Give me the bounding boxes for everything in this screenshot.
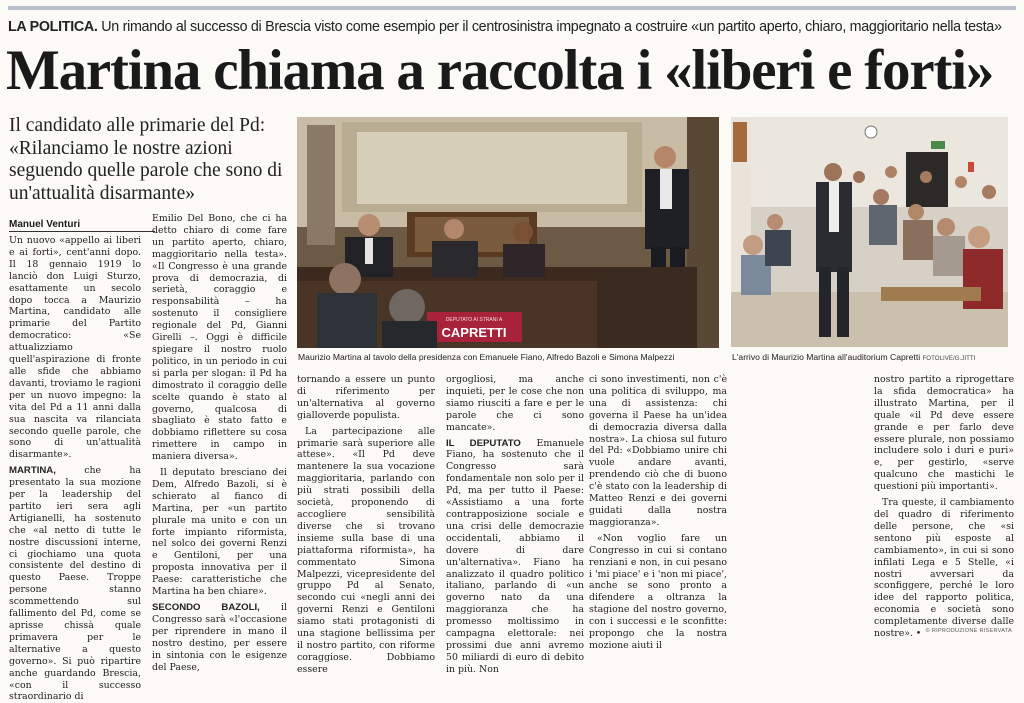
top-rule: [8, 6, 1016, 10]
kicker-text: Un rimando al successo di Brescia visto come esempio per il centrosinistra impegnato a costruire «un partito aperto, chiaro, maggioritario nella testa»: [97, 19, 1002, 35]
paragraph: nostro partito a riprogettare la sfida democratica» ha illustrato Martina, per il quale «il Pd deve essere grande e per farlo deve essere plurale, non possiamo includere solo i duri e puri» e, per gestirlo, «serve qualcuno che mastichi le questioni più importanti».: [874, 374, 1014, 493]
paragraph: [874, 497, 1014, 641]
banner-small-text: DEPUTATO AI STRANI A: [445, 317, 503, 323]
paragraph: orgogliosi, ma anche inquieti, per le cose che non siamo riusciti a fare e per le parole che ci sono mancate».: [446, 374, 584, 433]
paragraph: Emilio Del Bono, che ci ha detto chiaro di come fare un partito aperto, chiaro, maggioritario nella testa». «Il Congresso è una grande prova di democrazia, di serietà, coraggio e responsabilità – ha sostenuto il consigliere regionale del Pd, Gianni Girelli –. Oggi è difficile spiegare il nostro ruolo politico, in un periodo in cui si parla per slogan: il Pd ha dimostrato il coraggio delle scelte quando è stato al governo, qualcosa di sbagliato è stato fatto e dobbiamo riflettere su cosa rimettere in campo in maniera diversa».: [152, 213, 287, 463]
paragraph-text: Emanuele Fiano, ha sostenuto che il Congresso sarà fondamentale non solo per il Pd, ma per tutto il Paese: «Assistiamo a una forte contrapposizione sociale e una crisi delle democrazie occidentali, abbiamo il dovere di dare un'alternativa». Fiano ha analizzato il quadro politico italiano, parlando di «un governo nato da una maggioranza che ha promesso moltissimo in campagna elettorale: nei prossimi due anni avremo 50 miliardi di euro di debito in più. Non: [446, 437, 584, 675]
copyright-note: © RIPRODUZIONE RISERVATA: [925, 628, 1012, 634]
paragraph: Il deputato bresciano dei Dem, Alfredo Bazoli, si è schierato al fianco di Martina, per «un partito plurale ma unito e con un forte impianto riformista, nel solco dei governi Renzi e Gentiloni, per una proposta innovativa per il Paese: caratteristiche che Martina ha ben chiare».: [152, 467, 287, 598]
headline: Martina chiama a raccolta i «liberi e forti»: [6, 39, 994, 102]
paragraph: Un nuovo «appello ai liberi e ai forti», cent'anni dopo. Il 18 gennaio 1919 lo lanciò don Luigi Sturzo, esattamente un secolo dopo tocca a Maurizio Martina, candidato alle primarie del Partito democratico: «Se attualizziamo quell'aspirazione di fronte alle sfide che abbiamo davanti, troviamo le ragioni per un nuovo impegno: la vita del Pd a 11 anni dalla sua nascita va rilanciata secondo quelle parole, che sono di un'attualità disarmante».: [9, 235, 141, 461]
banner-title-text: CAPRETTI: [441, 325, 507, 340]
photo-caption-right: [732, 352, 975, 362]
article-column-5: [589, 374, 727, 651]
paragraph-text: il Congresso sarà «l'occasione per riprendere in mano il nostro destino, per essere in sintonia con le esigenze del Paese,: [152, 602, 287, 673]
subhead: Il candidato alle primarie del Pd: «Rilanciamo le nostre azioni seguendo quelle parole che sono di un'attualità disarmante»: [9, 115, 283, 204]
article-column-1: [9, 235, 141, 703]
photo-credit: FOTOLIVE/G.JITTI: [922, 355, 976, 362]
paragraph: [9, 465, 141, 703]
article-column-4: [446, 374, 584, 675]
article-column-2: [152, 213, 287, 673]
photo-auditorium-arrival: [731, 117, 1008, 347]
paragraph: «Non voglio fare un Congresso in cui si contano renziani e non, in cui pesano i 'mi piace' e i 'non mi piace', anche se sono pronto a difendere a oltranza la stagione del nostro governo, con i successi e le sconfitte: propongo che la nostra mozione aiuti il: [589, 532, 727, 651]
paragraph-lead-caps: IL DEPUTATO: [446, 437, 521, 449]
paragraph: [446, 438, 584, 676]
paragraph: La partecipazione alle primarie sarà superiore alle attese». «Il Pd deve mantenere la sua vocazione maggioritaria, parlando con più strati possibili della società, proponendo di accogliere sensibilità diverse che si trovano insieme sulla base di una piattaforma riformista», ha commentato Simona Malpezzi, vicepresidente del gruppo Pd al Senato, secondo cui «negli anni dei governi Renzi e Gentiloni siamo stati protagonisti di una stagione bellissima per il nostro partito, con riforme coraggiose. Dobbiamo essere: [297, 425, 435, 675]
paragraph: ci sono investimenti, non c'è una politica di sviluppo, ma una di assistenza: chi governa il Paese ha un'idea di democrazia diversa dalla nostra». La chiosa sul futuro del Pd: «Dobbiamo unire chi vuole andare avanti, prendendo ciò che di buono c'è stato con la leadership di Matteo Renzi e dei governi guidati dalla nostra maggioranza».: [589, 374, 727, 528]
author-byline: Manuel Venturi: [9, 219, 155, 232]
paragraph-text: Tra queste, il cambiamento del quadro di riferimento delle persone, che «si sentono più esposte al cambiamento», in cui si sono infilati Lega e 5 Stelle, «i nostri avversari da sconfiggere, perché le loro idee del rapporto politica, economia e società sono completamente diverse dalle nostre».: [874, 497, 1014, 640]
photo-caption-left: Maurizio Martina al tavolo della presidenza con Emanuele Fiano, Alfredo Bazoli e Simona Malpezzi: [298, 352, 675, 362]
article-column-3: [297, 374, 435, 675]
paragraph: tornando a essere un punto di riferimento per un'alternativa al governo gialloverde populista.: [297, 374, 435, 421]
photo-caption-right-text: L'arrivo di Maurizio Martina all'auditorium Capretti: [732, 352, 921, 362]
paragraph-lead-caps: SECONDO BAZOLI,: [152, 602, 260, 613]
photo-presidency-table: [297, 117, 719, 348]
kicker-label: LA POLITICA.: [8, 19, 98, 35]
paragraph-text: che ha presentato la sua mozione per la leadership del partito ieri sera agli Artigianelli, ha sostenuto che «al netto di tutte le nostre discussioni interne, ci giochiamo una quota consistente del destino di questo Paese. Troppe persone stanno scommettendo sul fallimento del Pd, come se aprisse chissà quale primavera per le alternative a questo governo». Si può ripartire anche guardando Brescia, «con il successo straordinario di: [9, 465, 141, 703]
kicker: [8, 19, 1018, 35]
paragraph-lead-caps: MARTINA,: [9, 465, 56, 477]
paragraph: [152, 602, 287, 673]
end-mark: •: [913, 629, 922, 640]
